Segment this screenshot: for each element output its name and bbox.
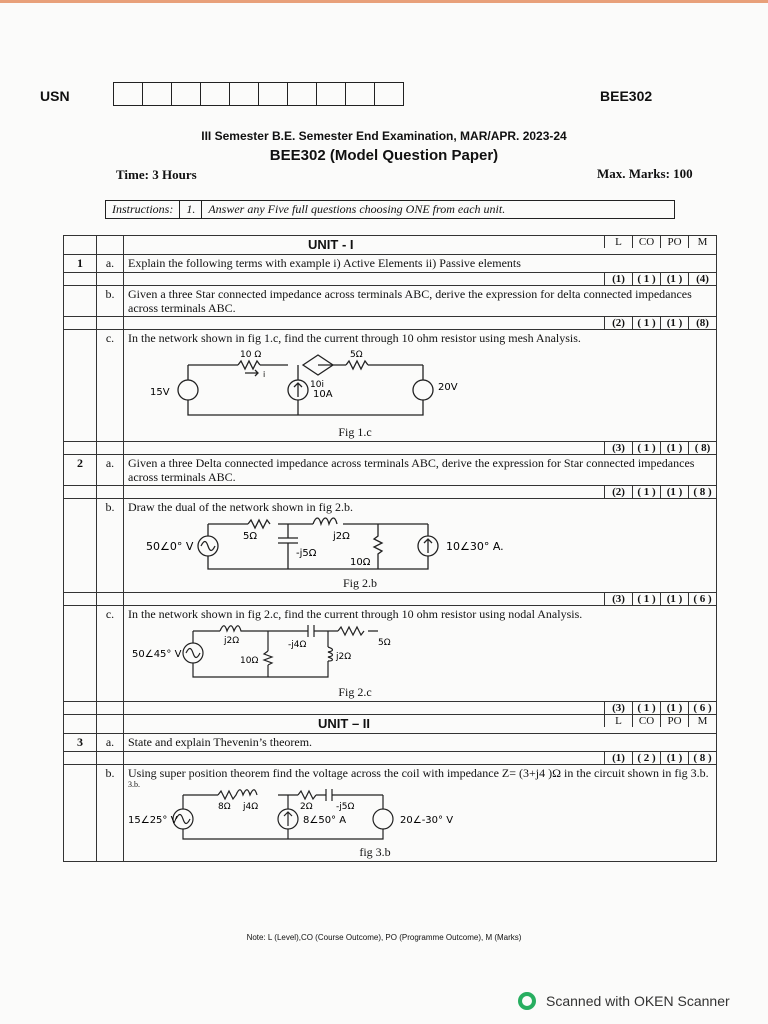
marks-co: ( 2 ) xyxy=(632,752,660,764)
marks-co: ( 1 ) xyxy=(632,486,660,498)
question-text: Explain the following terms with example i) Active Elements ii) Passive elements xyxy=(124,255,717,273)
question-table xyxy=(63,235,717,862)
course-code: BEE302 xyxy=(600,88,653,104)
question-number: 3 xyxy=(64,734,97,752)
question-text: Draw the dual of the network shown in fig 2.b. xyxy=(128,500,353,514)
instructions-label: Instructions: xyxy=(106,201,180,218)
marks-po: (1 ) xyxy=(660,486,688,498)
question-text: Given a three Star connected impedance across terminals ABC, derive the expression for delta connected impedances across terminals ABC. xyxy=(124,286,717,317)
question-1c xyxy=(64,330,717,442)
marks-po: (1 ) xyxy=(660,442,688,454)
question-number: 2 xyxy=(64,455,97,486)
unit-header-row xyxy=(64,236,717,255)
marks-co: ( 1 ) xyxy=(632,702,660,714)
paper-title: BEE302 (Model Question Paper) xyxy=(269,147,499,164)
col-co: CO xyxy=(632,236,660,248)
question-part: b. xyxy=(97,499,124,593)
col-po: PO xyxy=(660,715,688,727)
marks-l: (2) xyxy=(604,486,632,498)
question-1a xyxy=(64,255,717,273)
label-l1: j4Ω xyxy=(243,802,259,812)
label-v2: 20V xyxy=(438,382,458,393)
label-r1: 8Ω xyxy=(218,802,231,812)
col-l: L xyxy=(604,715,632,727)
marks-m: ( 6 ) xyxy=(688,593,716,605)
question-part: c. xyxy=(97,330,124,442)
question-2c xyxy=(64,606,717,702)
marks-l: (1) xyxy=(604,273,632,285)
figure-tag: 3.b. xyxy=(128,780,140,789)
circuit-fig-2c xyxy=(128,621,448,685)
label-vs: 15∠25° V xyxy=(128,815,178,826)
label-vs: 50∠45° V xyxy=(132,649,182,660)
question-2a xyxy=(64,455,717,486)
question-2b xyxy=(64,499,717,593)
marks-l: (1) xyxy=(604,752,632,764)
question-part: b. xyxy=(97,286,124,317)
figure-caption: fig 3.b xyxy=(359,845,391,859)
label-l1: j2Ω xyxy=(224,636,240,646)
semester-line: III Semester B.E. Semester End Examination, MAR/APR. 2023-24 xyxy=(201,129,567,143)
marks-l: (3) xyxy=(604,442,632,454)
question-text: In the network shown in fig 1.c, find the current through 10 ohm resistor using mesh Analysis. xyxy=(128,331,581,345)
figure-caption: Fig 2.b xyxy=(342,576,377,590)
marks-m: ( 6 ) xyxy=(688,702,716,714)
footnote: Note: L (Level),CO (Course Outcome), PO (Programme Outcome), M (Marks) xyxy=(246,933,522,942)
marks-co: ( 1 ) xyxy=(632,593,660,605)
marks-co: ( 1 ) xyxy=(632,273,660,285)
question-3a xyxy=(64,734,717,752)
max-marks: Max. Marks: 100 xyxy=(597,166,693,181)
usn-boxes xyxy=(113,82,404,106)
question-text: Given a three Delta connected impedance across terminals ABC, derive the expression for Star connected impedances across terminals ABC. xyxy=(124,455,717,486)
label-r1: 5Ω xyxy=(378,638,391,648)
label-r2: 10Ω xyxy=(240,656,259,666)
label-r2: 5Ω xyxy=(350,350,363,360)
scanner-watermark xyxy=(518,992,730,1010)
top-edge-line xyxy=(0,0,768,3)
instructions-number: 1. xyxy=(180,201,202,218)
marks-m: (4) xyxy=(688,273,716,285)
question-part: a. xyxy=(97,255,124,273)
question-number: 1 xyxy=(64,255,97,273)
question-part: b. xyxy=(97,765,124,862)
instructions-box xyxy=(105,200,675,219)
marks-m: ( 8) xyxy=(688,442,716,454)
label-dep: 10i xyxy=(310,380,324,390)
question-text: In the network shown in fig 2.c, find the current through 10 ohm resistor using nodal Analysis. xyxy=(128,607,583,621)
circuit-fig-3b xyxy=(128,789,488,845)
marks-co: ( 1 ) xyxy=(632,317,660,329)
question-3b xyxy=(64,765,717,862)
circuit-fig-2b xyxy=(128,514,588,576)
label-r: 5Ω xyxy=(243,531,258,542)
marks-po: (1 ) xyxy=(660,752,688,764)
unit-2-title: UNIT – II xyxy=(318,716,371,731)
marks-co: ( 1 ) xyxy=(632,442,660,454)
marks-po: (1 ) xyxy=(660,593,688,605)
marks-l: (2) xyxy=(604,317,632,329)
label-v1: 15V xyxy=(150,387,170,398)
col-co: CO xyxy=(632,715,660,727)
question-part: c. xyxy=(97,606,124,702)
col-m: M xyxy=(688,715,716,727)
marks-m: (8) xyxy=(688,317,716,329)
question-text: Using super position theorem find the voltage across the coil with impedance Z= (3+j4 )Ω in the circuit shown in fig 3.b. xyxy=(128,766,709,780)
label-i: i xyxy=(263,370,266,379)
marks-po: (1 ) xyxy=(660,273,688,285)
circuit-fig-1c xyxy=(150,345,468,425)
marks-po: (1 ) xyxy=(660,702,688,714)
label-l: j2Ω xyxy=(333,531,350,542)
marks-m: ( 8 ) xyxy=(688,752,716,764)
question-1b xyxy=(64,286,717,317)
question-part: a. xyxy=(97,455,124,486)
col-m: M xyxy=(688,236,716,248)
label-v2: 20∠-30° V xyxy=(400,815,454,826)
label-c: -j5Ω xyxy=(336,802,355,812)
usn-label: USN xyxy=(40,88,70,104)
label-cs: 10A xyxy=(313,389,333,400)
col-po: PO xyxy=(660,236,688,248)
label-r2: 2Ω xyxy=(300,802,313,812)
label-r1: 10 Ω xyxy=(240,350,262,360)
label-c: -j4Ω xyxy=(288,640,307,650)
figure-caption: Fig 2.c xyxy=(338,685,372,699)
scanner-text: Scanned with OKEN Scanner xyxy=(546,993,730,1009)
label-cs: 8∠50° A xyxy=(303,815,347,826)
label-l2: j2Ω xyxy=(336,652,352,662)
unit-header-row xyxy=(64,715,717,734)
label-cs: 10∠30° A. xyxy=(446,540,504,553)
label-r2: 10Ω xyxy=(350,557,371,568)
label-c: -j5Ω xyxy=(296,548,317,559)
marks-l: (3) xyxy=(604,702,632,714)
marks-l: (3) xyxy=(604,593,632,605)
instructions-text: Answer any Five full questions choosing ONE from each unit. xyxy=(208,202,506,216)
exam-time: Time: 3 Hours xyxy=(116,167,197,182)
question-part: a. xyxy=(97,734,124,752)
label-vs: 50∠0° V xyxy=(146,540,194,553)
col-l: L xyxy=(604,236,632,248)
question-text: State and explain Thevenin’s theorem. xyxy=(124,734,717,752)
figure-caption: Fig 1.c xyxy=(338,425,372,439)
unit-1-title: UNIT - I xyxy=(308,237,354,252)
marks-m: ( 8 ) xyxy=(688,486,716,498)
marks-po: (1 ) xyxy=(660,317,688,329)
scanner-logo-icon xyxy=(518,992,536,1010)
